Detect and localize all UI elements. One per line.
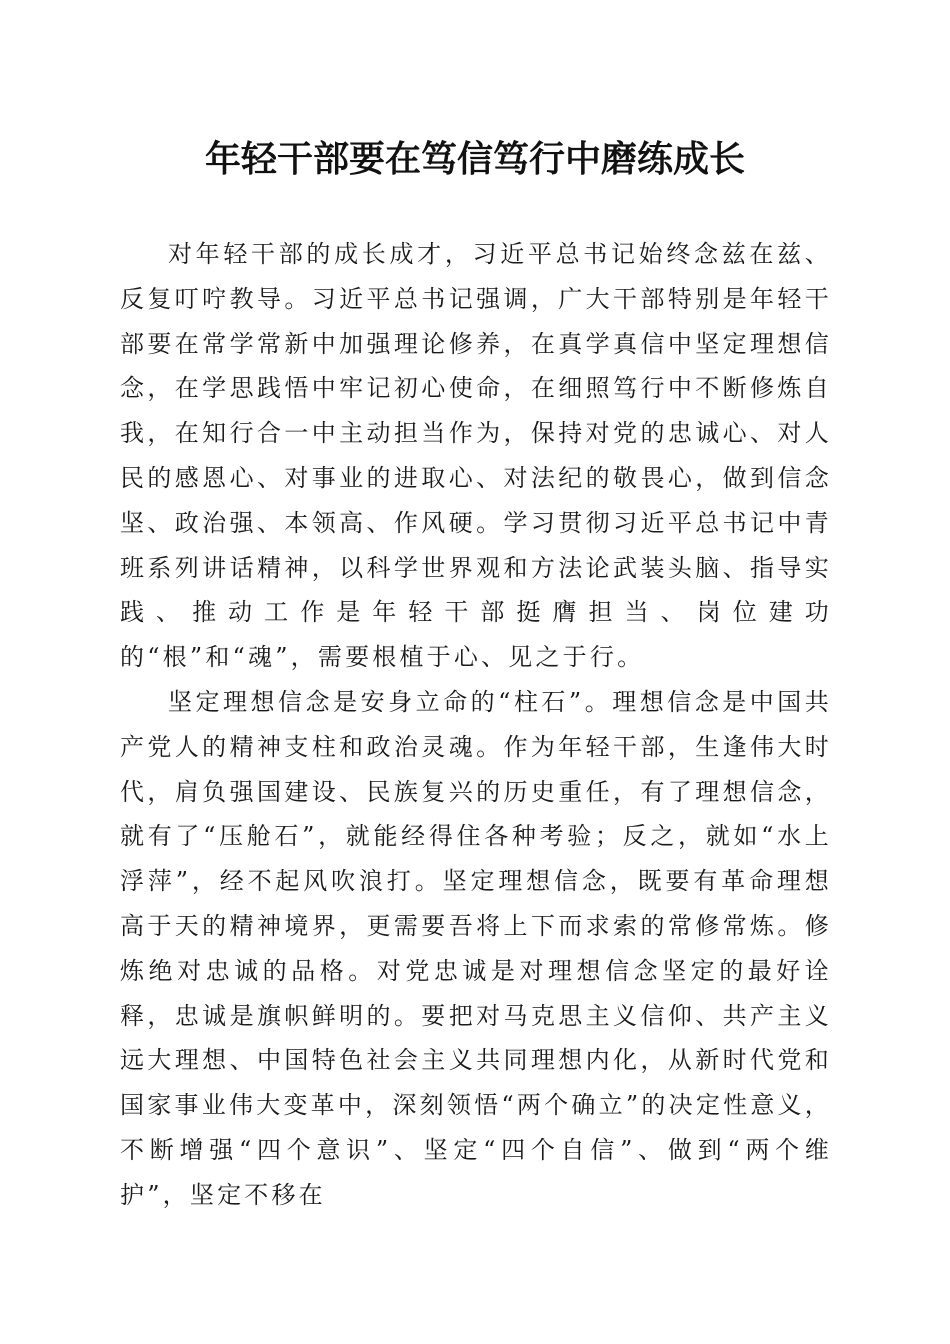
paragraph-1: 对年轻干部的成长成才，习近平总书记始终念兹在兹、反复叮咛教导。习近平总书记强调，广大干部特别是年轻干部要在常学常新中加强理论修养，在真学真信中坚定理想信念，在学思践悟中牢记初心使命，在细照笃行中不断修炼自我，在知行合一中主动担当作为，保持对党的忠诚心、对人民的感恩心、对事业的进取心、对法纪的敬畏心，做到信念坚、政治强、本领高、作风硬。学习贯彻习近平总书记中青班系列讲话精神，以科学世界观和方法论武装头脑、指导实践、推动工作是年轻干部挺膺担当、岗位建功的“根”和“魂”，需要根植于心、见之于行。 [120, 240, 832, 672]
document-title: 年轻干部要在笃信笃行中磨练成长 [204, 138, 745, 180]
paragraph-2: 坚定理想信念是安身立命的“柱石”。理想信念是中国共产党人的精神支柱和政治灵魂。作为年轻干部，生逢伟大时代，肩负强国建设、民族复兴的历史重任，有了理想信念，就有了“压舱石”，就能经得住各种考验；反之，就如“水上浮萍”，经不起风吹浪打。坚定理想信念，既要有革命理想高于天的精神境界，更需要吾将上下而求索的常修常炼。修炼绝对忠诚的品格。对党忠诚是对理想信念坚定的最好诠释，忠诚是旗帜鲜明的。要把对马克思主义信仰、共产主义远大理想、中国特色社会主义共同理想内化，从新时代党和国家事业伟大变革中，深刻领悟“两个确立”的决定性意义，不断增强“四个意识”、坚定“四个自信”、做到“两个维护”，坚定不移在 [120, 687, 832, 1209]
document-body [120, 232, 832, 1218]
